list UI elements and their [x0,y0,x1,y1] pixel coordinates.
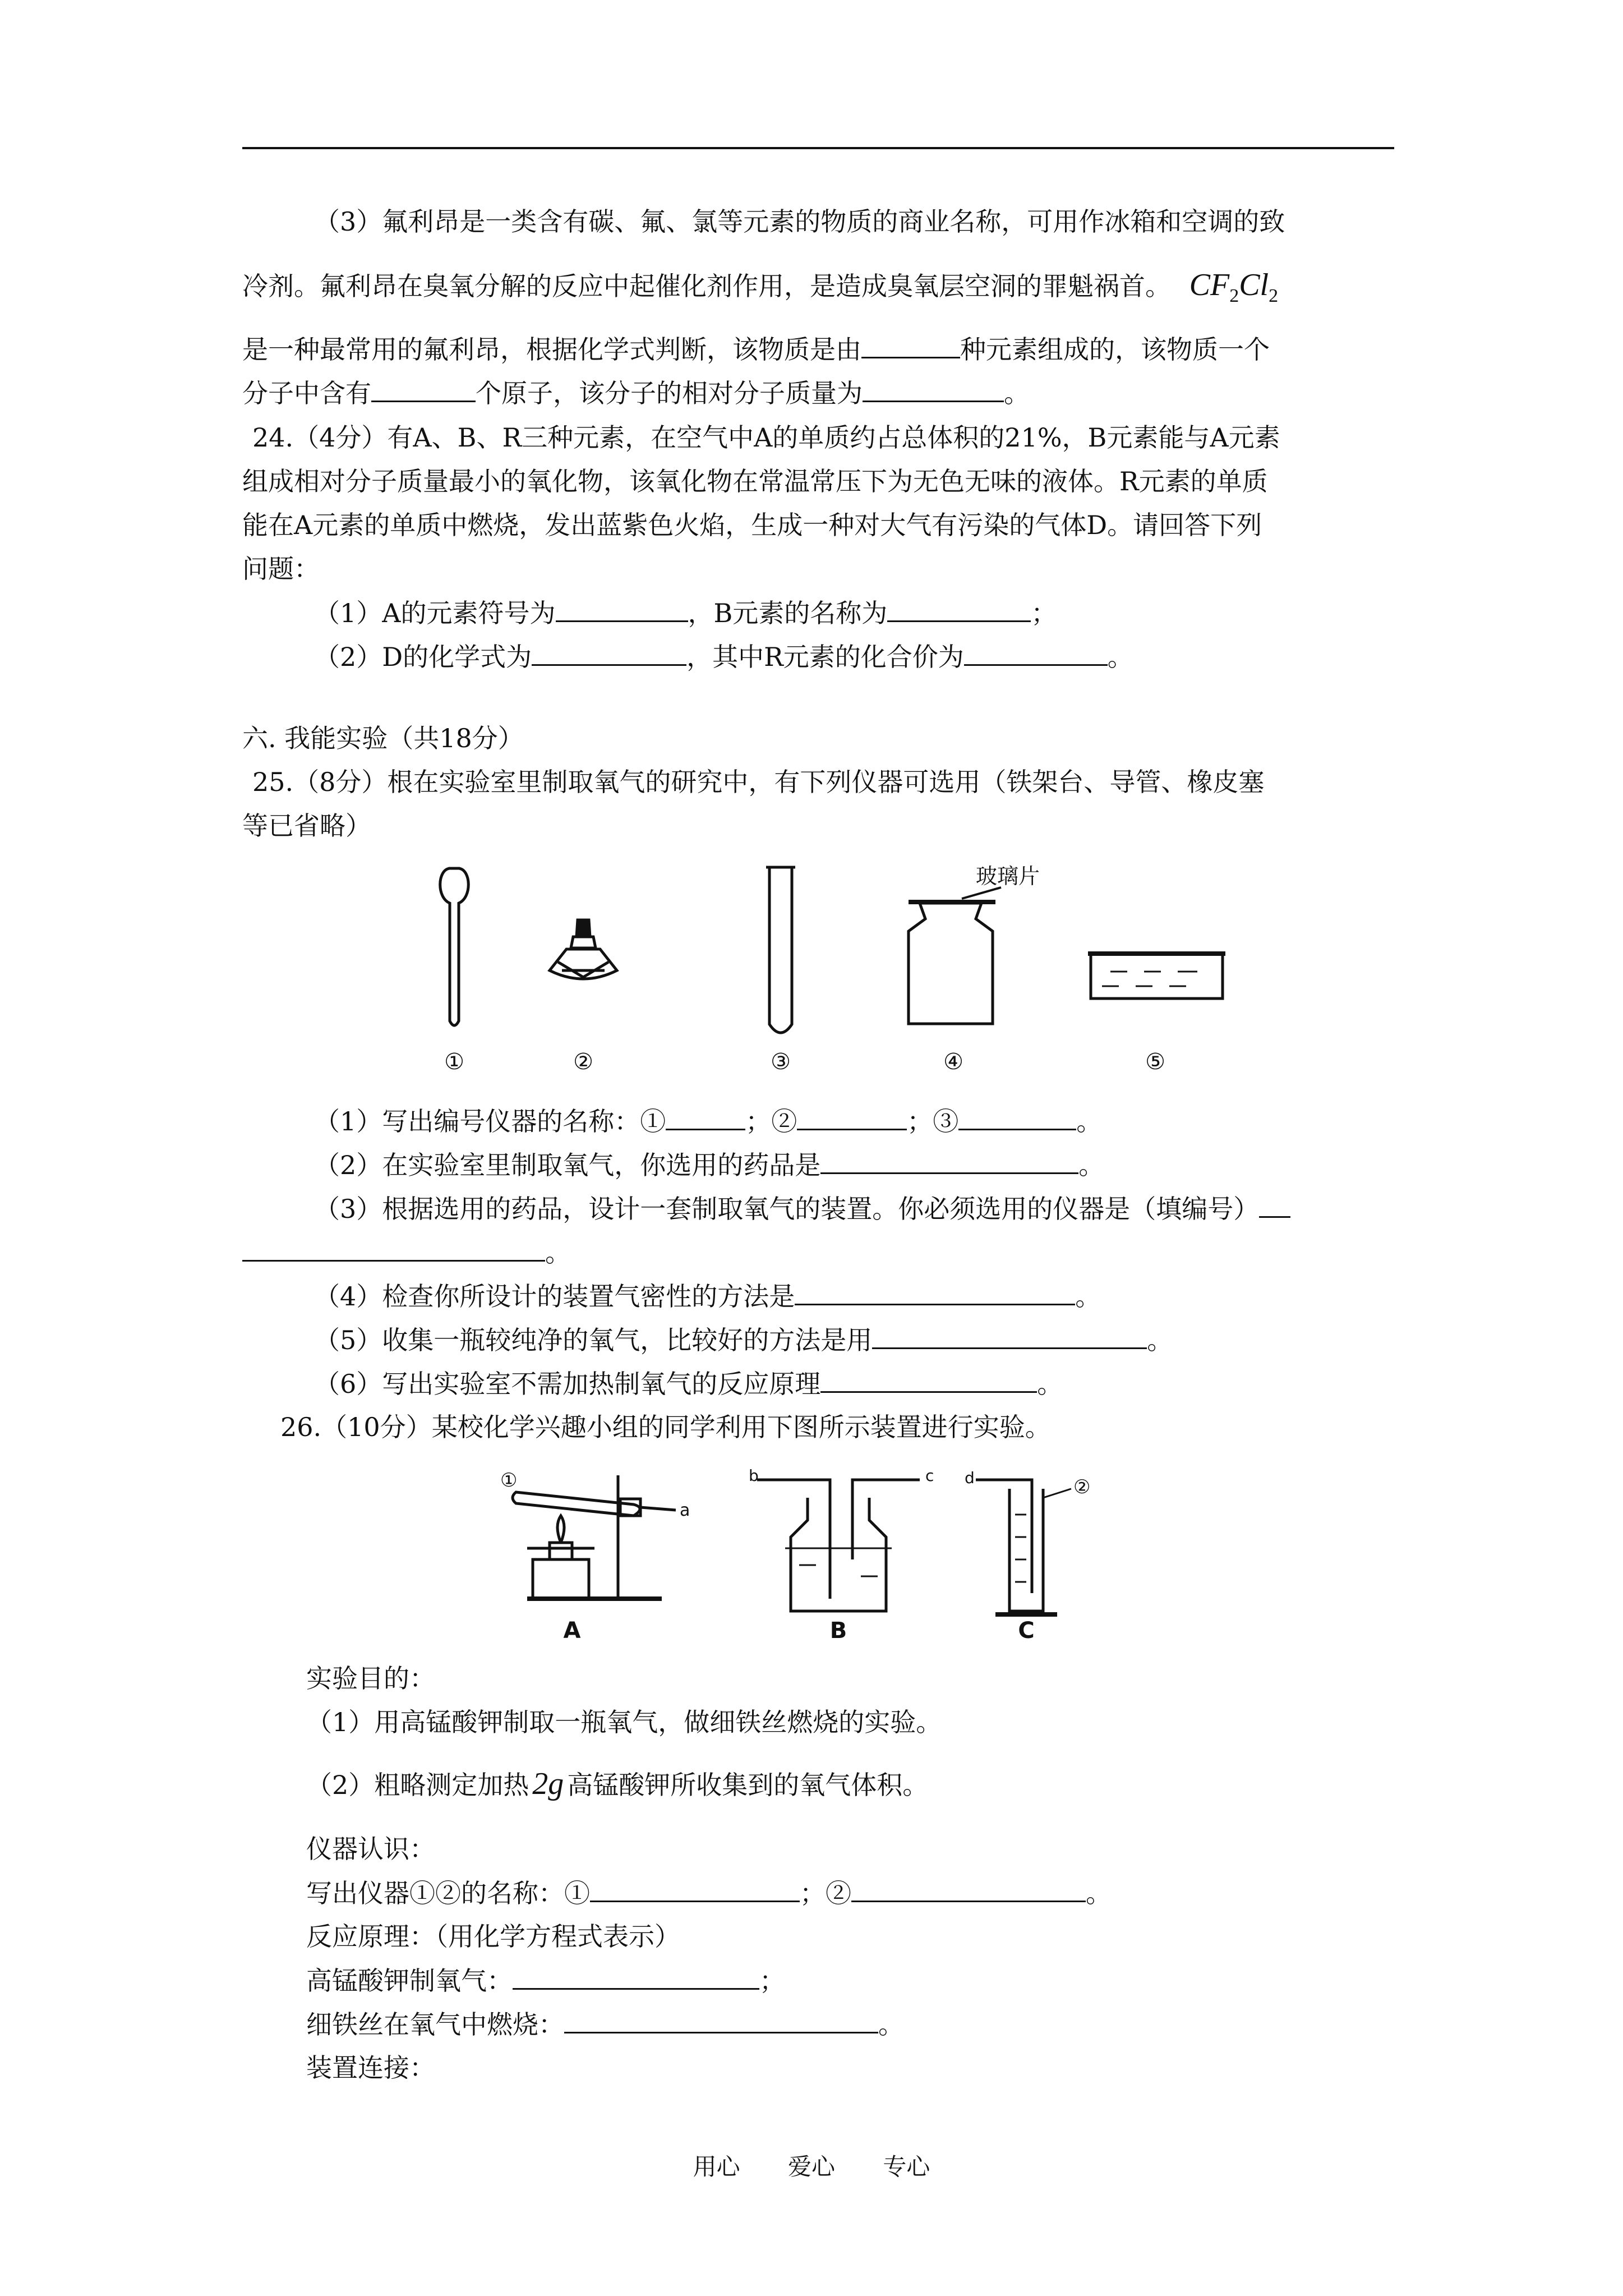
q26-principle1-b: ； [759,1966,785,1996]
mass-2g: 2g [532,1766,564,1801]
q24-sub2-b: ，其中R元素的化合价为 [686,642,964,672]
q25-sub6-b: 。 [1037,1369,1063,1399]
q24-sub2-a: （2）D的化学式为 [314,642,532,672]
answer-blank-d-formula[interactable] [532,639,686,666]
q26-instr-b: ；② [800,1878,851,1908]
page-footer [0,2148,1623,2182]
glass-plate-label: 玻璃片 [976,864,1040,889]
answer-blank-apparatus-2[interactable] [851,1876,1086,1902]
q25-sub1-a: （1）写出编号仪器的名称：① [314,1106,666,1137]
q23-3-line4-c: 。 [1004,378,1030,408]
q24-sub2-c: 。 [1107,642,1133,672]
q24-sub1-b: ，B元素的名称为 [688,598,888,628]
q25-instruments-figure [415,853,1245,1088]
apparatus-label-c-lower: c [925,1466,934,1485]
q25-sub2-a: （2）在实验室里制取氧气，你选用的药品是 [314,1150,821,1180]
q25-sub3-b: 。 [545,1237,571,1268]
q26-principle2-b: 。 [878,2009,904,2040]
answer-blank-kmno4-equation[interactable] [513,1963,759,1990]
footer-text-3: 专心 [883,2153,930,2180]
q25-sub4-a: （4）检查你所设计的装置气密性的方法是 [314,1281,795,1312]
answer-blank-collection-method[interactable] [872,1323,1147,1349]
q25-sub1-d: 。 [1076,1106,1103,1137]
q25-line1: 25.（8分）根在实验室里制取氧气的研究中，有下列仪器可选用（铁架台、导管、橡皮塞 [252,767,1265,797]
q25-line2: 等已省略） [242,811,371,841]
q26-purpose2-b: 高锰酸钾所收集到的氧气体积。 [567,1770,929,1800]
q23-3-line1: （3）氟利昂是一类含有碳、氟、氯等元素的物质的商业名称，可用作冰箱和空调的致 [314,206,1285,237]
apparatus-label-a-lower: a [680,1501,690,1520]
q25-sub1 [314,1104,1102,1138]
footer-text-1: 用心 [693,2153,740,2180]
instrument-4-gas-bottle [909,887,1001,1024]
q25-sub5-a: （5）收集一瓶较纯净的氧气，比较好的方法是用 [314,1325,873,1355]
q26-principle2 [306,2007,904,2041]
footer-text-2: 爱心 [787,2153,835,2180]
instrument-1-dropper [440,868,469,1025]
q26-apparatus-figure [494,1464,1155,1655]
answer-blank-reagents[interactable] [820,1148,1078,1174]
answer-blank-a-symbol[interactable] [556,596,688,622]
q26-principle1-a: 高锰酸钾制氧气： [306,1966,513,1996]
instrument-5-water-trough [1088,954,1225,999]
answer-blank-airtightness[interactable] [795,1279,1075,1305]
answer-blank-r-valence[interactable] [964,639,1108,666]
q25-sub4 [314,1279,1101,1313]
apparatus-a [513,1475,676,1599]
q24-sub1 [314,596,1057,630]
q25-sub5 [314,1323,1173,1357]
q25-sub4-b: 。 [1075,1281,1101,1312]
instrument-label-3: ③ [771,1049,791,1075]
instrument-label-4: ④ [943,1049,963,1075]
q23-3-line4 [242,376,1030,410]
formula-cf2cl2: $CF_2Cl_2$ [1189,268,1279,307]
answer-blank-b-name[interactable] [887,596,1031,622]
q24-line4: 问题： [242,554,320,584]
q23-3-line2 [242,268,1278,313]
answer-blank-instrument-2[interactable] [797,1104,907,1130]
q24-line3: 能在A元素的单质中燃烧，发出蓝紫色火焰，生成一种对大气有污染的气体D。请回答下列 [242,510,1262,540]
apparatus-b [757,1480,920,1611]
answer-blank-instrument-1[interactable] [666,1104,745,1130]
header-rule [242,147,1394,149]
q26-principle-title: 反应原理：（用化学方程式表示） [306,1921,680,1952]
answer-blank-instruments-start[interactable] [1259,1191,1290,1218]
q24-sub2 [314,639,1133,674]
q25-sub3-cont [242,1235,571,1269]
q24-sub1-c: ； [1031,598,1057,628]
apparatus-label-b: B [829,1618,847,1644]
q23-3-line3 [242,332,1270,366]
instrument-label-2: ② [573,1049,593,1075]
apparatus-label-c: C [1018,1618,1035,1644]
q25-sub6-a: （6）写出实验室不需加热制氧气的反应原理 [314,1369,821,1399]
instrument-2-alcohol-lamp [550,920,617,979]
answer-blank-iron-equation[interactable] [564,2007,878,2033]
q23-3-line4-b: 个原子，该分子的相对分子质量为 [476,378,863,408]
q24-line1: 24.（4分）有A、B、R三种元素，在空气中A的单质约占总体积的21%，B元素能与A元素 [252,422,1280,453]
q23-3-line4-a: 分子中含有 [242,378,371,408]
q24-sub1-a: （1）A的元素符号为 [314,598,556,628]
instrument-3-test-tube [766,867,795,1033]
q25-sub3 [314,1191,1290,1226]
q26-principle1 [306,1963,785,1998]
q25-sub5-b: 。 [1147,1325,1173,1355]
q26-purpose2 [306,1767,928,1802]
q26-instr-c: 。 [1086,1878,1112,1908]
q26-purpose1: （1）用高锰酸钾制取一瓶氧气，做细铁丝燃烧的实验。 [306,1707,942,1737]
q25-sub2-b: 。 [1078,1150,1105,1180]
q24-line2: 组成相对分子质量最小的氧化物，该氧化物在常温常压下为无色无味的液体。R元素的单质 [242,466,1268,496]
apparatus-label-a: A [563,1618,581,1644]
q25-sub6 [314,1366,1063,1401]
answer-blank-mass[interactable] [863,376,1004,402]
q26-principle2-a: 细铁丝在氧气中燃烧： [306,2009,564,2040]
q26-purpose2-a: （2）粗略测定加热 [306,1770,529,1800]
q26-connect-title: 装置连接： [306,2053,435,2083]
q26-purpose-title: 实验目的： [306,1663,435,1694]
answer-blank-atoms[interactable] [371,376,476,402]
answer-blank-instrument-3[interactable] [958,1104,1076,1130]
answer-blank-elements[interactable] [861,332,960,358]
q23-3-line2-text: 冷剂。氟利昂在臭氧分解的反应中起催化剂作用，是造成臭氧层空洞的罪魁祸首。 [242,271,1171,301]
q26-instr [306,1876,1112,1910]
apparatus-label-n1: ① [500,1469,518,1492]
q23-3-line3-b: 种元素组成的，该物质一个 [960,334,1270,365]
q25-sub1-b: ；② [745,1106,797,1137]
q26-instr-a: 写出仪器①②的名称：① [306,1878,590,1908]
answer-blank-reaction[interactable] [820,1366,1037,1393]
apparatus-label-n2: ② [1073,1476,1091,1498]
answer-blank-instruments[interactable] [242,1235,545,1262]
q25-sub3-a: （3）根据选用的药品，设计一套制取氧气的装置。你必须选用的仪器是（填编号） [314,1194,1260,1224]
section6-title: 六. 我能实验（共18分） [242,723,524,753]
apparatus-label-d-lower: d [965,1469,975,1487]
instrument-label-5: ⑤ [1145,1049,1165,1075]
q25-sub1-c: ；③ [907,1106,959,1137]
answer-blank-apparatus-1[interactable] [590,1876,800,1902]
q25-sub2 [314,1148,1104,1182]
q23-3-line3-a: 是一种最常用的氟利昂，根据化学式判断，该物质是由 [242,334,861,365]
apparatus-c [976,1480,1071,1614]
apparatus-label-b-lower: b [749,1466,759,1485]
q26-line1: 26.（10分）某校化学兴趣小组的同学利用下图所示装置进行实验。 [280,1412,1051,1442]
q26-instr-title: 仪器认识： [306,1834,435,1864]
instrument-label-1: ① [444,1049,464,1075]
